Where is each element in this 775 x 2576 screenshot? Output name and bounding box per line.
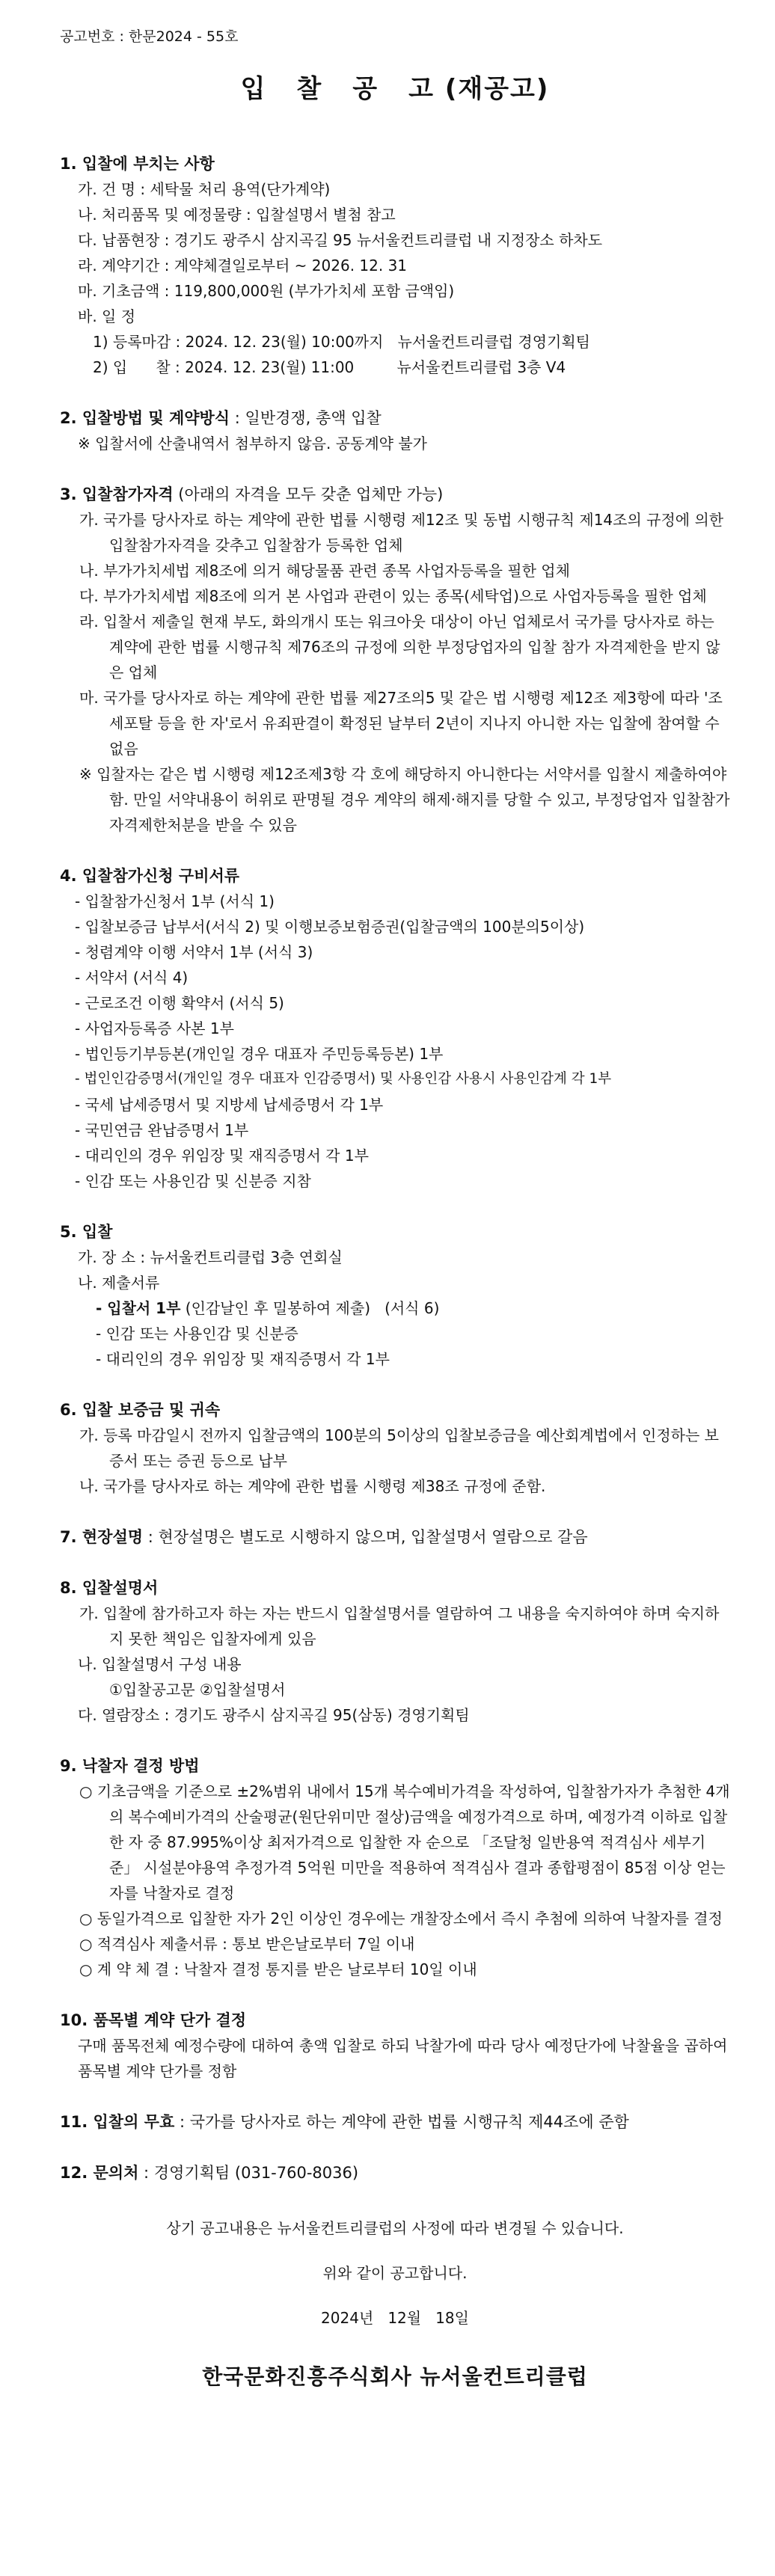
s5-doc-2: - 인감 또는 사용인감 및 신분증 bbox=[96, 1325, 298, 1343]
closing-date: 2024년 12월 18일 bbox=[321, 2309, 469, 2327]
s8-item-b1: ①입찰공고문 ②입찰설명서 bbox=[109, 1681, 286, 1699]
title-part-2: 찰 bbox=[296, 74, 323, 104]
s5-doc-3: - 대리인의 경우 위임장 및 재직증명서 각 1부 bbox=[96, 1350, 390, 1368]
s4-doc-10: - 국민연금 완납증명서 1부 bbox=[75, 1121, 249, 1139]
s4-doc-11: - 대리인의 경우 위임장 및 재직증명서 각 1부 bbox=[75, 1147, 369, 1165]
s6-item-b: 나. 국가를 당사자로 하는 계약에 관한 법률 시행령 제38조 규정에 준함. bbox=[79, 1477, 546, 1495]
s2-note: ※ 입찰서에 산출내역서 첨부하지 않음. 공동계약 불가 bbox=[78, 435, 427, 453]
section-11 bbox=[60, 2109, 730, 2135]
s3-note: ※ 입찰자는 같은 법 시행령 제12조제3항 각 호에 해당하지 아니한다는 서약서를 입찰시 제출하여야 함. 만일 서약내용이 허위로 판명될 경우 계약의 해제·해지를 당할 수 있고, 부정당업자 입찰참가자격제한처분을 받을 수 있음 bbox=[79, 765, 730, 834]
notice-number: 공고번호 : 한문2024 - 55호 bbox=[60, 28, 239, 45]
title-part-3: 공 bbox=[352, 74, 379, 104]
s5-doc-1 bbox=[60, 1295, 730, 1321]
s4-doc-3: - 청렴계약 이행 서약서 1부 (서식 3) bbox=[75, 943, 313, 961]
section-11-heading-sub: : 국가를 당사자로 하는 계약에 관한 법률 시행규칙 제44조에 준함 bbox=[174, 2113, 629, 2131]
page-title bbox=[60, 68, 730, 105]
s5-item-b: 나. 제출서류 bbox=[78, 1274, 160, 1292]
s1-schedule-1: 1) 등록마감 : 2024. 12. 23(월) 10:00까지 뉴서울컨트리클럽 경영기획팀 bbox=[93, 333, 590, 351]
s3-item-b: 나. 부가가치세법 제8조에 의거 해당물품 관련 종목 사업자등록을 필한 업체 bbox=[79, 562, 570, 580]
s3-item-a: 가. 국가를 당사자로 하는 계약에 관한 법률 시행령 제12조 및 동법 시행규칙 제14조의 규정에 의한 입찰참가자격을 갖추고 입찰참가 등록한 업체 bbox=[79, 511, 724, 554]
s4-doc-7: - 법인등기부등본(개인일 경우 대표자 주민등록등본) 1부 bbox=[75, 1045, 444, 1063]
section-2-heading: 2. 입찰방법 및 계약방식 bbox=[60, 409, 230, 427]
s4-doc-4: - 서약서 (서식 4) bbox=[75, 969, 189, 987]
section-12-heading-sub: : 경영기획팀 (031-760-8036) bbox=[138, 2164, 359, 2182]
s1-item-b: 나. 처리품목 및 예정물량 : 입찰설명서 별첨 참고 bbox=[78, 206, 396, 224]
section-7-heading-line bbox=[60, 1524, 730, 1550]
section-3-heading-sub: (아래의 자격을 모두 갖춘 업체만 가능) bbox=[173, 485, 444, 503]
s1-item-a: 가. 건 명 : 세탁물 처리 용역(단가계약) bbox=[78, 180, 331, 198]
s3-item-d: 라. 입찰서 제출일 현재 부도, 화의개시 또는 워크아웃 대상이 아닌 업체로서 국가를 당사자로 하는 계약에 관한 법률 시행규칙 제76조의 규정에 의한 부정당업자의 입찰 참가 자격제한을 받지 않은 업체 bbox=[79, 613, 720, 681]
section-12-heading: 12. 문의처 bbox=[60, 2164, 139, 2182]
section-9-heading: 9. 낙찰자 결정 방법 bbox=[60, 1757, 200, 1775]
section-7-heading-sub: : 현장설명은 별도로 시행하지 않으며, 입찰설명서 열람으로 갈음 bbox=[143, 1528, 588, 1546]
section-2-heading-line bbox=[60, 405, 730, 431]
s5-item-a: 가. 장 소 : 뉴서울컨트리클럽 3층 연회실 bbox=[78, 1248, 343, 1266]
s5-doc-1-rest: (인감날인 후 밀봉하여 제출) (서식 6) bbox=[180, 1299, 440, 1317]
section-3-heading-line bbox=[60, 482, 730, 507]
section-6 bbox=[60, 1397, 730, 1499]
s8-item-b: 나. 입찰설명서 구성 내용 bbox=[78, 1655, 242, 1673]
s10-body: 구매 품목전체 예정수량에 대하여 총액 입찰로 하되 낙찰가에 따라 당사 예정단가에 낙찰율을 곱하여 품목별 계약 단가를 정함 bbox=[78, 2037, 728, 2080]
section-12 bbox=[60, 2160, 730, 2186]
s3-item-e: 마. 국가를 당사자로 하는 계약에 관한 법률 제27조의5 및 같은 법 시행령 제12조 제3항에 따라 '조세포탈 등을 한 자'로서 유죄판결이 확정된 날부터 2년이 지나지 아니한 자는 입찰에 참여할 수 없음 bbox=[79, 689, 723, 758]
closing-change-notice: 상기 공고내용은 뉴서울컨트리클럽의 사정에 따라 변경될 수 있습니다. bbox=[166, 2219, 624, 2237]
section-11-heading-line bbox=[60, 2109, 730, 2135]
section-6-heading: 6. 입찰 보증금 및 귀속 bbox=[60, 1401, 221, 1419]
s4-doc-12: - 인감 또는 사용인감 및 신분증 지참 bbox=[75, 1172, 311, 1190]
title-part-1: 입 bbox=[240, 74, 267, 104]
s4-doc-2: - 입찰보증금 납부서(서식 2) 및 이행보증보험증권(입찰금액의 100분의5이상) bbox=[75, 918, 585, 936]
s8-item-c: 다. 열람장소 : 경기도 광주시 삼지곡길 95(삼동) 경영기획팀 bbox=[78, 1706, 470, 1724]
section-3-heading: 3. 입찰참가자격 bbox=[60, 485, 174, 503]
s4-doc-6: - 사업자등록증 사본 1부 bbox=[75, 1019, 234, 1037]
section-2-heading-sub: : 일반경쟁, 총액 입찰 bbox=[230, 409, 382, 427]
section-10-heading: 10. 품목별 계약 단가 결정 bbox=[60, 2011, 247, 2029]
section-5 bbox=[60, 1219, 730, 1372]
s5-doc-1-bold: - 입찰서 1부 bbox=[96, 1299, 181, 1317]
section-1 bbox=[60, 151, 730, 380]
s9-item-b: ○ 동일가격으로 입찰한 자가 2인 이상인 경우에는 개찰장소에서 즉시 추첨에 의하여 낙찰자를 결정 bbox=[79, 1910, 723, 1928]
s9-item-d: ○ 계 약 체 결 : 낙찰자 결정 통지를 받은 날로부터 10일 이내 bbox=[79, 1960, 477, 1978]
s1-item-c: 다. 납품현장 : 경기도 광주시 삼지곡길 95 뉴서울컨트리클럽 내 지정장소 하차도 bbox=[78, 231, 603, 249]
section-7 bbox=[60, 1524, 730, 1550]
s1-item-e: 마. 기초금액 : 119,800,000원 (부가가치세 포함 금액임) bbox=[78, 282, 455, 300]
s9-item-a: ○ 기초금액을 기준으로 ±2%범위 내에서 15개 복수예비가격을 작성하여, 입찰참가자가 추첨한 4개의 복수예비가격의 산술평균(원단위미만 절상)금액을 예정가격으로 하며, 예정가격 이하로 입찰한 자 중 87.995%이상 최저가격으로 입찰한 자 순으로 「조달청 일반용역 적격심사 세부기준」 시설분야용역 추정가격 5억원 미만을 적용하여 적격심사 결과 종합평점이 85점 이상 얻는자를 낙찰자로 결정 bbox=[79, 1782, 730, 1902]
section-11-heading: 11. 입찰의 무효 bbox=[60, 2113, 175, 2131]
s8-item-a: 가. 입찰에 참가하고자 하는 자는 반드시 입찰설명서를 열람하여 그 내용을 숙지하여야 하며 숙지하지 못한 책임은 입찰자에게 있음 bbox=[79, 1604, 720, 1648]
s4-doc-5: - 근로조건 이행 확약서 (서식 5) bbox=[75, 994, 284, 1012]
section-10 bbox=[60, 2008, 730, 2084]
title-part-4: 고 (재공고) bbox=[408, 74, 550, 104]
section-7-heading: 7. 현장설명 bbox=[60, 1528, 144, 1546]
section-12-heading-line bbox=[60, 2160, 730, 2186]
section-5-heading: 5. 입찰 bbox=[60, 1223, 113, 1241]
s4-doc-1: - 입찰참가신청서 1부 (서식 1) bbox=[75, 892, 275, 910]
s4-doc-8: - 법인인감증명서(개인일 경우 대표자 인감증명서) 및 사용인감 사용시 사용인감계 각 1부 bbox=[75, 1071, 612, 1087]
s9-item-c: ○ 적격심사 제출서류 : 통보 받은날로부터 7일 이내 bbox=[79, 1935, 415, 1953]
s4-doc-9: - 국세 납세증명서 및 지방세 납세증명서 각 1부 bbox=[75, 1096, 384, 1114]
company-name: 한국문화진흥주식회사 뉴서울컨트리클럽 bbox=[202, 2364, 588, 2389]
section-8 bbox=[60, 1575, 730, 1728]
section-4-heading: 4. 입찰참가신청 구비서류 bbox=[60, 867, 240, 885]
s1-item-f: 바. 일 정 bbox=[78, 307, 136, 325]
section-1-heading: 1. 입찰에 부치는 사항 bbox=[60, 155, 215, 173]
section-3 bbox=[60, 482, 730, 838]
s6-item-a: 가. 등록 마감일시 전까지 입찰금액의 100분의 5이상의 입찰보증금을 예산회계법에서 인정하는 보증서 또는 증권 등으로 납부 bbox=[79, 1426, 719, 1470]
section-8-heading: 8. 입찰설명서 bbox=[60, 1579, 159, 1597]
section-2 bbox=[60, 405, 730, 456]
s1-item-d: 라. 계약기간 : 계약체결일로부터 ~ 2026. 12. 31 bbox=[78, 257, 408, 275]
section-9 bbox=[60, 1753, 730, 1982]
s3-item-c: 다. 부가가치세법 제8조에 의거 본 사업과 관련이 있는 종목(세탁업)으로 사업자등록을 필한 업체 bbox=[79, 587, 707, 605]
section-4 bbox=[60, 863, 730, 1194]
s1-schedule-2: 2) 입 찰 : 2024. 12. 23(월) 11:00 뉴서울컨트리클럽 3층 V4 bbox=[93, 358, 566, 376]
closing-announce: 위와 같이 공고합니다. bbox=[322, 2264, 468, 2282]
